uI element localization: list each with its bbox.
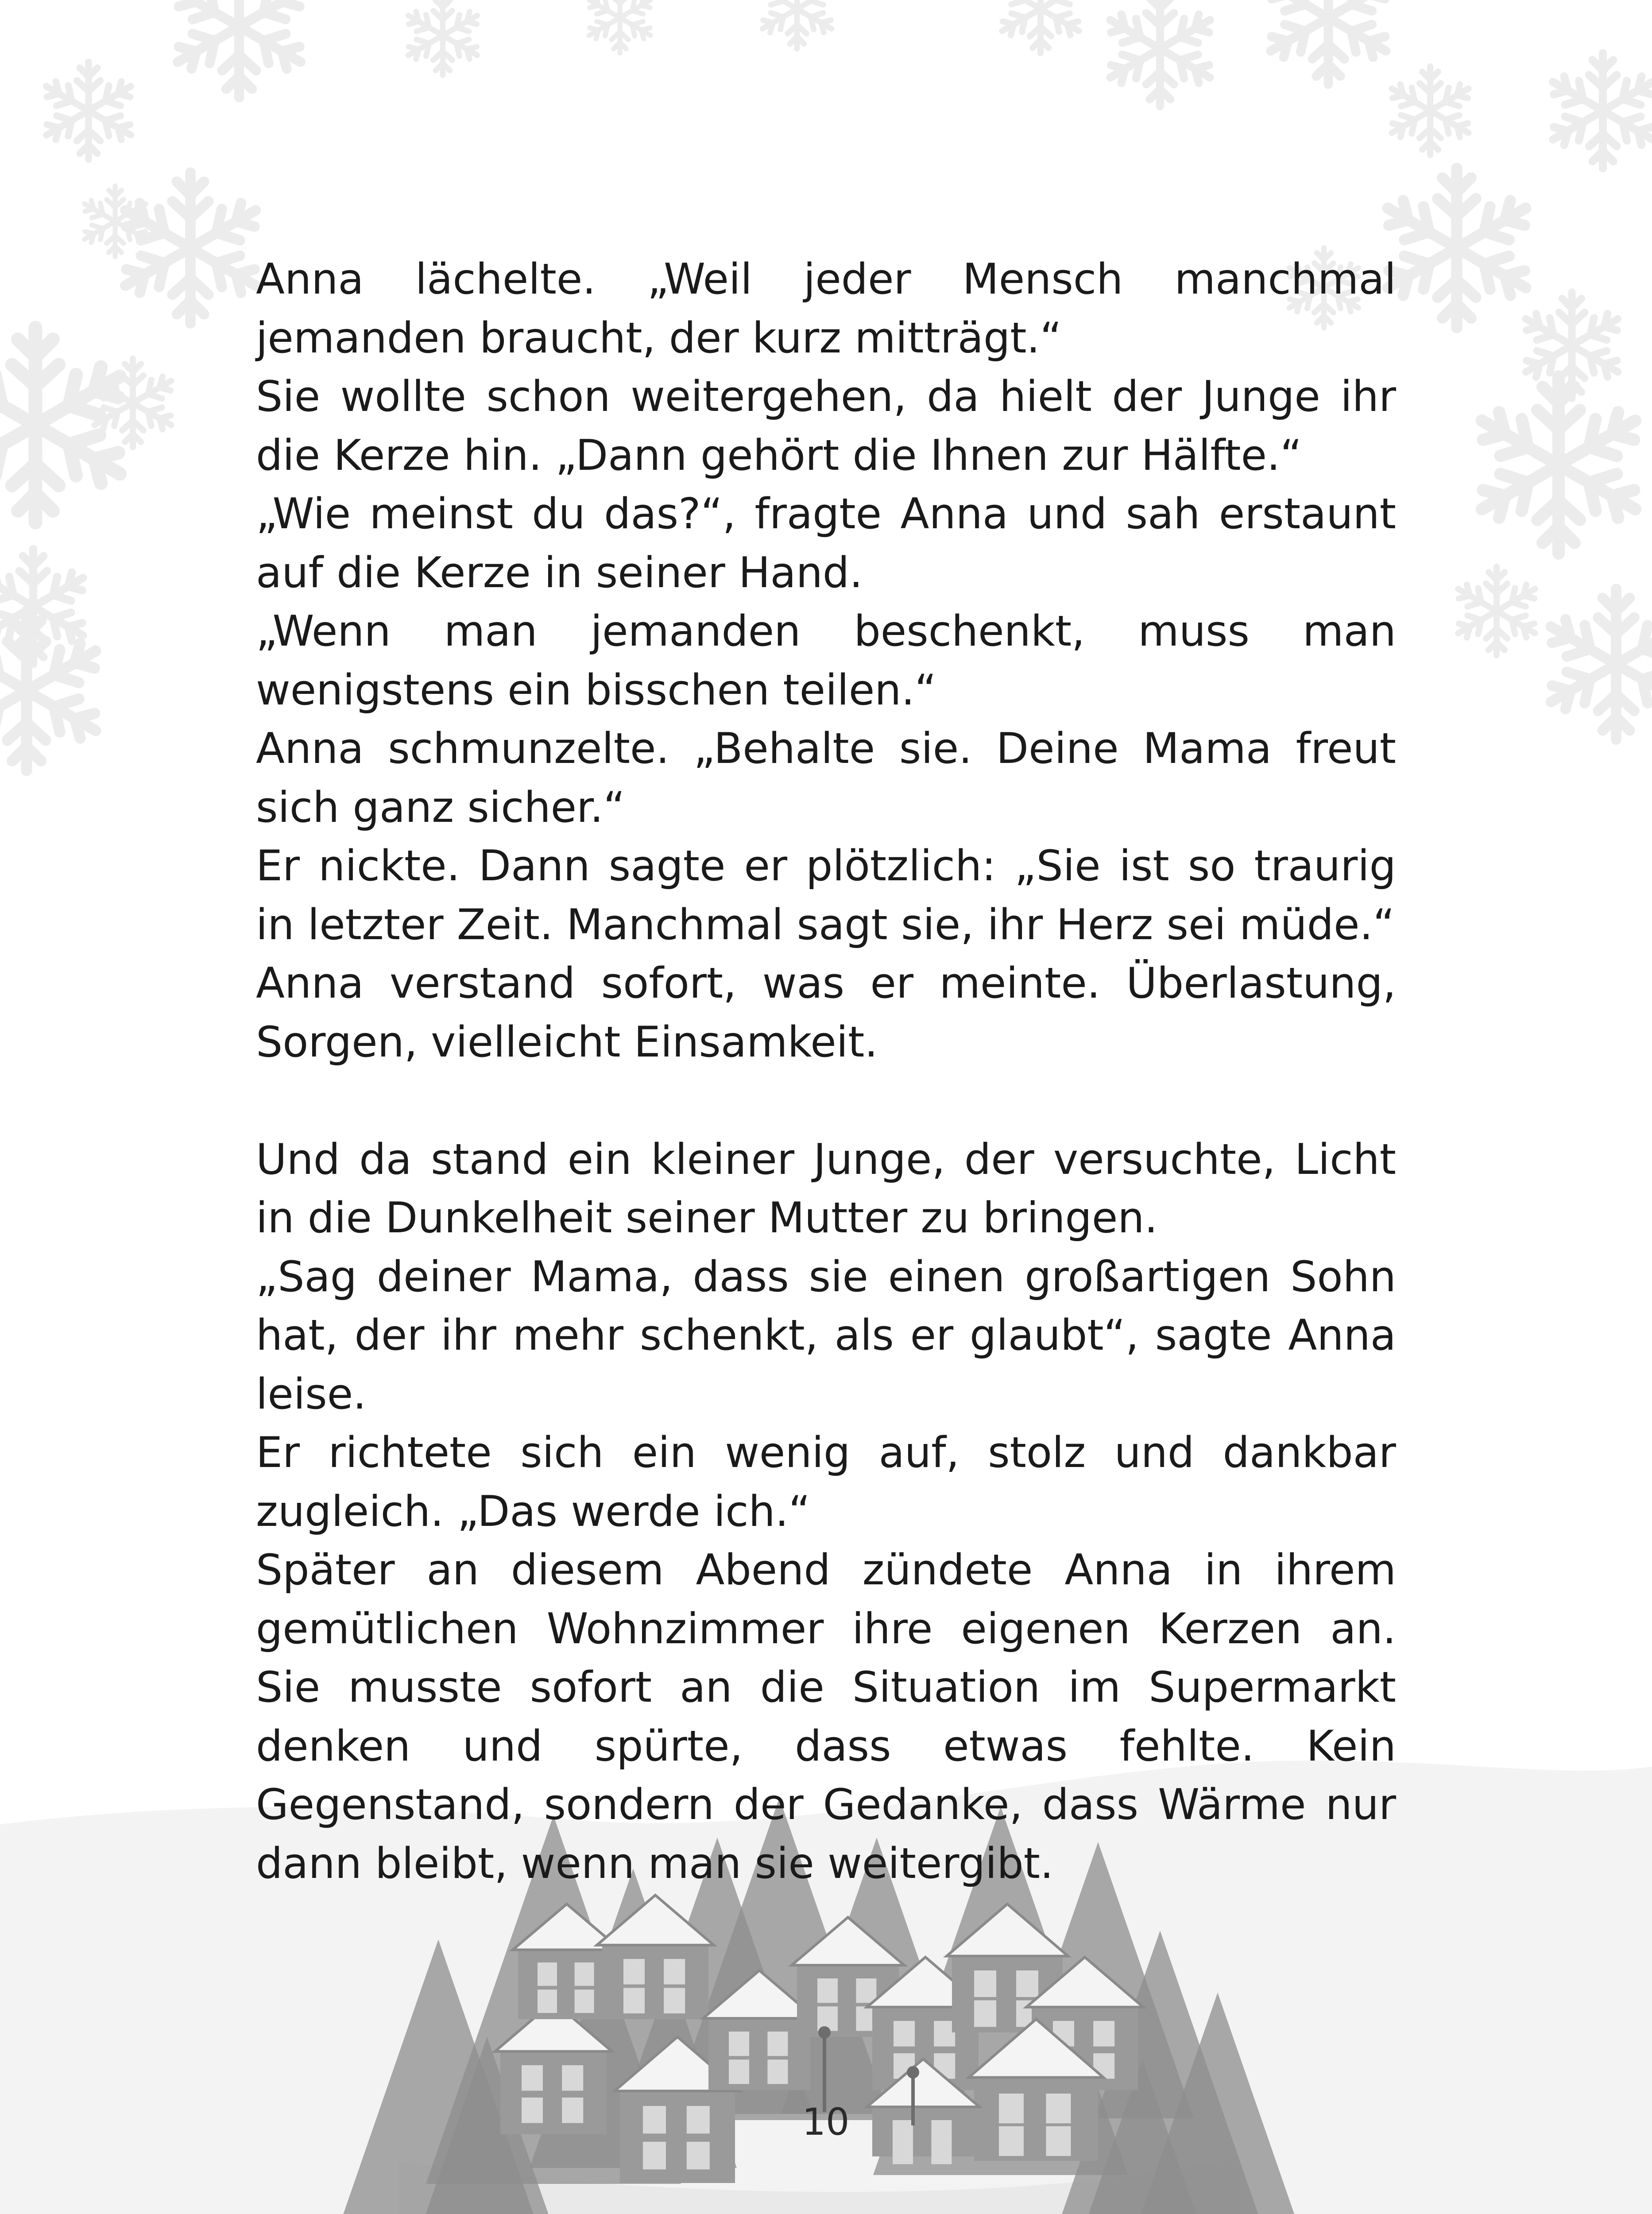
page-number: 10 — [802, 2100, 850, 2144]
paragraph: „Wie meinst du das?“, fragte Anna und sah erstaunt auf die Kerze in seiner Hand. — [256, 490, 1396, 597]
paragraph: Sie wollte schon weitergehen, da hielt der Junge ihr die Kerze hin. „Dann gehört die Ihnen zur Hälfte.“ — [256, 372, 1396, 480]
paragraph: Anna verstand sofort, was er meinte. Überlastung, Sorgen, vielleicht Einsamkeit. — [256, 959, 1396, 1067]
paragraph: Anna schmunzelte. „Behalte sie. Deine Mama freut sich ganz sicher.“ — [256, 724, 1396, 832]
paragraph: Anna lächelte. „Weil jeder Mensch manchmal jemanden braucht, der kurz mitträgt.“ — [256, 255, 1396, 363]
paragraph: Er nickte. Dann sagte er plötzlich: „Sie ist so traurig in letzter Zeit. Manchmal sagt sie, ihr Herz sei müde.“ — [256, 842, 1396, 949]
paragraph: Später an diesem Abend zündete Anna in ihrem gemütlichen Wohnzimmer ihre eigenen Kerzen an. Sie musste sofort an die Situation im Supermarkt denken und spürte, dass etwas fehlte. Kein Gegenstand, sondern der Gedanke, dass Wärme nur dann bleibt, wenn man sie weitergibt. — [256, 1546, 1396, 1888]
paragraph: Und da stand ein kleiner Junge, der versuchte, Licht in die Dunkelheit seiner Mutter zu bringen. — [256, 1135, 1396, 1242]
story-text — [256, 250, 1396, 1893]
paragraph: „Wenn man jemanden beschenkt, muss man wenigstens ein bisschen teilen.“ — [256, 607, 1396, 715]
paragraph: „Sag deiner Mama, dass sie einen großartigen Sohn hat, der ihr mehr schenkt, als er glaubt“, sagte Anna leise. — [256, 1252, 1396, 1419]
paragraph: Er richtete sich ein wenig auf, stolz und dankbar zugleich. „Das werde ich.“ — [256, 1428, 1396, 1536]
